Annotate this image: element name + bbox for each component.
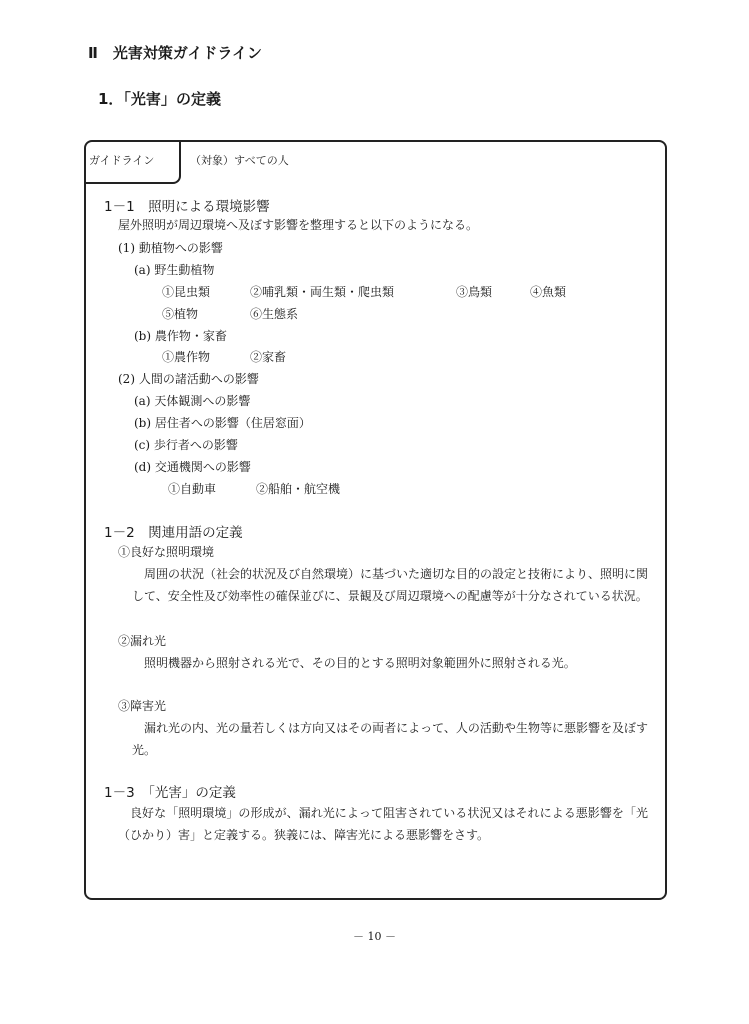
- page-number: － 10 －: [353, 930, 396, 943]
- list-item: (d) 交通機関への影響: [134, 460, 251, 474]
- list-item: (b) 農作物・家畜: [134, 329, 227, 343]
- guideline-target: （対象）すべての人: [190, 154, 289, 167]
- list-item: ①自動車: [168, 482, 217, 496]
- term-label: ③障害光: [118, 699, 167, 713]
- term-definition: 漏れ光の内、光の量若しくは方向又はその両者によって、人の活動や生物等に悪影響を及ぼす光。: [132, 721, 648, 757]
- subsection-heading-1-3: 1－3 「光害」の定義: [104, 785, 236, 801]
- list-item: ④魚類: [530, 285, 567, 299]
- intro-text: 屋外照明が周辺環境へ及ぼす影響を整理すると以下のようになる。: [118, 218, 479, 232]
- guideline-tab-label: ガイドライン: [89, 154, 155, 167]
- list-item: (a) 野生動植物: [134, 263, 215, 277]
- term-label: ①良好な照明環境: [118, 545, 215, 559]
- list-item: ⑤植物: [162, 307, 199, 321]
- list-item: ⑥生態系: [250, 307, 299, 321]
- list-item: ①農作物: [162, 350, 211, 364]
- term-label: ②漏れ光: [118, 634, 167, 648]
- list-item: (b) 居住者への影響（住居窓面）: [134, 416, 311, 430]
- list-item: ②哺乳類・両生類・爬虫類: [250, 285, 395, 299]
- chapter-title: Ⅱ 光害対策ガイドライン: [88, 44, 262, 62]
- list-item: ③鳥類: [456, 285, 493, 299]
- subsection-heading-1-2: 1－2 関連用語の定義: [104, 525, 243, 541]
- subsection-heading-1-1: 1－1 照明による環境影響: [104, 199, 270, 215]
- list-item: (1) 動植物への影響: [118, 241, 223, 255]
- list-item: (c) 歩行者への影響: [134, 438, 238, 452]
- list-item: (2) 人間の諸活動への影響: [118, 372, 259, 386]
- definition-body: 良好な「照明環境」の形成が、漏れ光によって阻害されている状況又はそれによる悪影響を「光（ひかり）害」と定義する。狭義には、障害光による悪影響をさす。: [118, 806, 648, 842]
- list-item: ②船舶・航空機: [256, 482, 341, 496]
- list-item: ①昆虫類: [162, 285, 211, 299]
- list-item: (a) 天体観測への影響: [134, 394, 251, 408]
- term-definition: 周囲の状況（社会的状況及び自然環境）に基づいた適切な目的の設定と技術により、照明に関して、安全性及び効率性の確保並びに、景観及び周辺環境への配慮等が十分なされている状況。: [132, 567, 649, 603]
- section-title: 1．「光害」の定義: [98, 90, 221, 108]
- list-item: ②家畜: [250, 350, 287, 364]
- term-definition: 照明機器から照射される光で、その目的とする照明対象範囲外に照射される光。: [144, 656, 576, 670]
